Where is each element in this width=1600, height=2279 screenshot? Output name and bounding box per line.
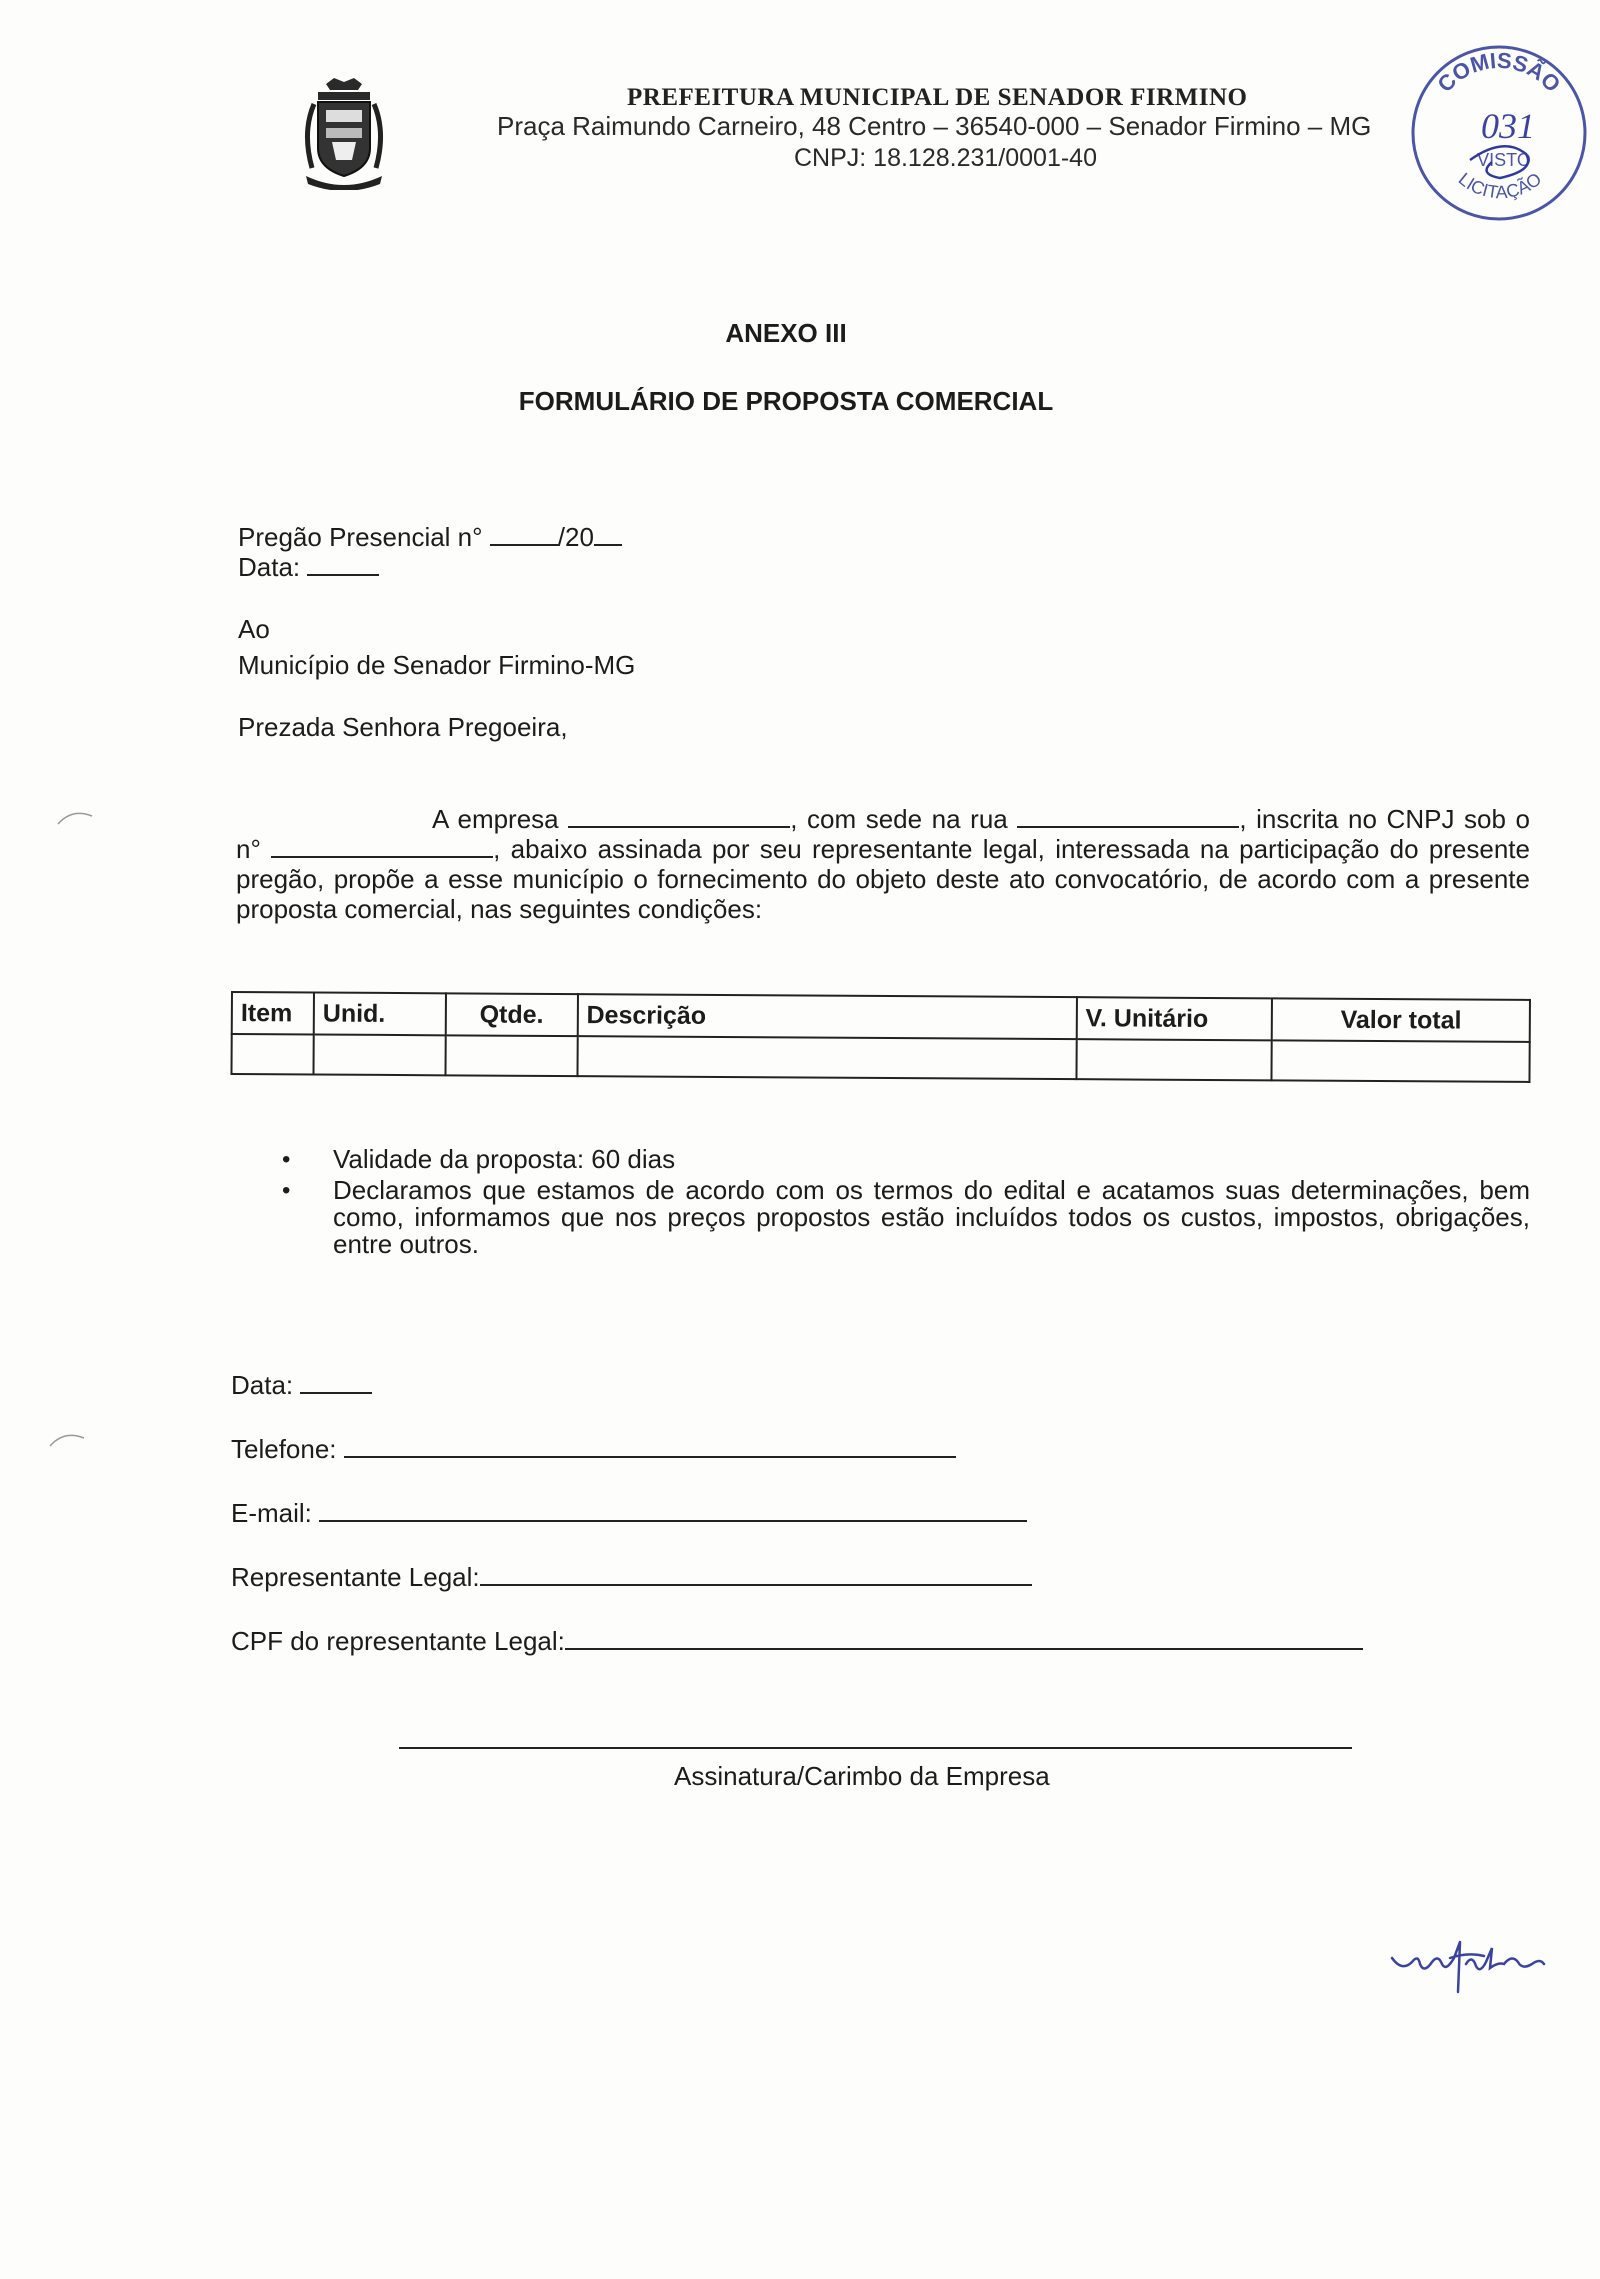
phone-blank[interactable] — [344, 1434, 956, 1458]
representative-field — [231, 1562, 1032, 1593]
table-row — [231, 1034, 1529, 1082]
scan-mark — [56, 806, 96, 826]
recipient-line-1: Ao — [238, 614, 270, 644]
footer-date-blank[interactable] — [300, 1370, 372, 1394]
date-label: Data: — [238, 552, 301, 582]
stamp-middle-text: VISTO — [1477, 150, 1531, 170]
pregao-number-blank[interactable] — [490, 522, 558, 546]
organization-address: Praça Raimundo Carneiro, 48 Centro – 36540-000 – Senador Firmino – MG — [497, 111, 1372, 141]
signature-line[interactable] — [399, 1747, 1352, 1749]
footer-date-field — [231, 1370, 372, 1401]
recipient-line-2: Município de Senador Firmino-MG — [238, 650, 636, 680]
date-line — [238, 552, 379, 583]
paragraph-part-4: , abaixo assinada por seu representante legal, interessada na participação do presente pregão, propõe a esse município o fornecimento do objeto deste ato convocatório, de acordo com a presente proposta comercial, nas seguintes condições: — [236, 834, 1530, 924]
paragraph-part-3: , inscrita no CNPJ sob o n° — [236, 804, 1530, 864]
email-field — [231, 1498, 1027, 1529]
annex-title: ANEXO III — [725, 318, 847, 348]
email-label: E-mail: — [231, 1498, 312, 1528]
date-blank[interactable] — [307, 552, 379, 576]
cell-total[interactable] — [1272, 1040, 1530, 1082]
stamp-number: 031 — [1481, 106, 1535, 146]
representative-label: Representante Legal: — [231, 1562, 480, 1592]
pregao-number-line — [238, 522, 622, 553]
pregao-label: Pregão Presencial n° — [238, 522, 483, 552]
col-header-item: Item — [232, 992, 314, 1034]
cpf-field — [231, 1626, 1363, 1657]
conditions-list — [276, 1146, 1530, 1262]
svg-text:LICITAÇÃO — [1455, 169, 1545, 203]
cell-unit[interactable] — [313, 1035, 445, 1076]
cnpj-number-blank[interactable] — [271, 834, 493, 858]
col-header-unit-price: V. Unitário — [1076, 997, 1272, 1040]
organization-name: PREFEITURA MUNICIPAL DE SENADOR FIRMINO — [627, 84, 1248, 111]
list-item: • Declaramos que estamos de acordo com os termos do edital e acatamos suas determinações, bem como, informamos que nos preços propostos estão incluídos todos os custos, impostos, obrigações, entre outros. — [276, 1177, 1530, 1258]
col-header-description: Descrição — [577, 994, 1076, 1039]
col-header-qty: Qtde. — [446, 993, 578, 1036]
pregao-year: /20 — [557, 522, 594, 552]
cell-qty[interactable] — [445, 1035, 577, 1076]
col-header-total: Valor total — [1272, 998, 1530, 1042]
handwritten-rubric — [1388, 1928, 1584, 1998]
svg-text:COMISSÃO — [1432, 48, 1565, 97]
stamp-bottom-text: LICITAÇÃO — [1454, 168, 1546, 203]
stamp-top-text: COMISSÃO — [1432, 47, 1566, 97]
list-item: • Validade da proposta: 60 dias — [276, 1146, 1530, 1173]
commission-stamp — [1404, 38, 1594, 228]
cell-unit-price[interactable] — [1076, 1039, 1272, 1080]
form-title: FORMULÁRIO DE PROPOSTA COMERCIAL — [518, 386, 1054, 416]
cpf-label: CPF do representante Legal: — [231, 1626, 565, 1656]
greeting: Prezada Senhora Pregoeira, — [238, 712, 568, 742]
scan-mark — [48, 1428, 88, 1448]
company-name-blank[interactable] — [568, 804, 790, 828]
municipal-crest-icon — [296, 76, 392, 190]
footer-date-label: Data: — [231, 1370, 294, 1400]
organization-cnpj: CNPJ: 18.128.231/0001-40 — [794, 144, 1097, 172]
signature-caption: Assinatura/Carimbo da Empresa — [674, 1761, 1050, 1791]
paragraph-part-2: , com sede na rua — [790, 804, 1008, 834]
representative-blank[interactable] — [480, 1562, 1032, 1586]
phone-field — [231, 1434, 956, 1465]
cell-description[interactable] — [577, 1036, 1076, 1079]
email-blank[interactable] — [319, 1498, 1027, 1522]
cell-item[interactable] — [231, 1034, 313, 1074]
street-blank[interactable] — [1017, 804, 1239, 828]
proposal-paragraph — [236, 804, 1530, 924]
phone-label: Telefone: — [231, 1434, 337, 1464]
pregao-year-blank[interactable] — [594, 522, 622, 546]
items-table — [230, 991, 1530, 1083]
col-header-unit: Unid. — [314, 993, 446, 1036]
paragraph-part-1: A empresa — [432, 804, 559, 834]
cpf-blank[interactable] — [565, 1626, 1363, 1650]
